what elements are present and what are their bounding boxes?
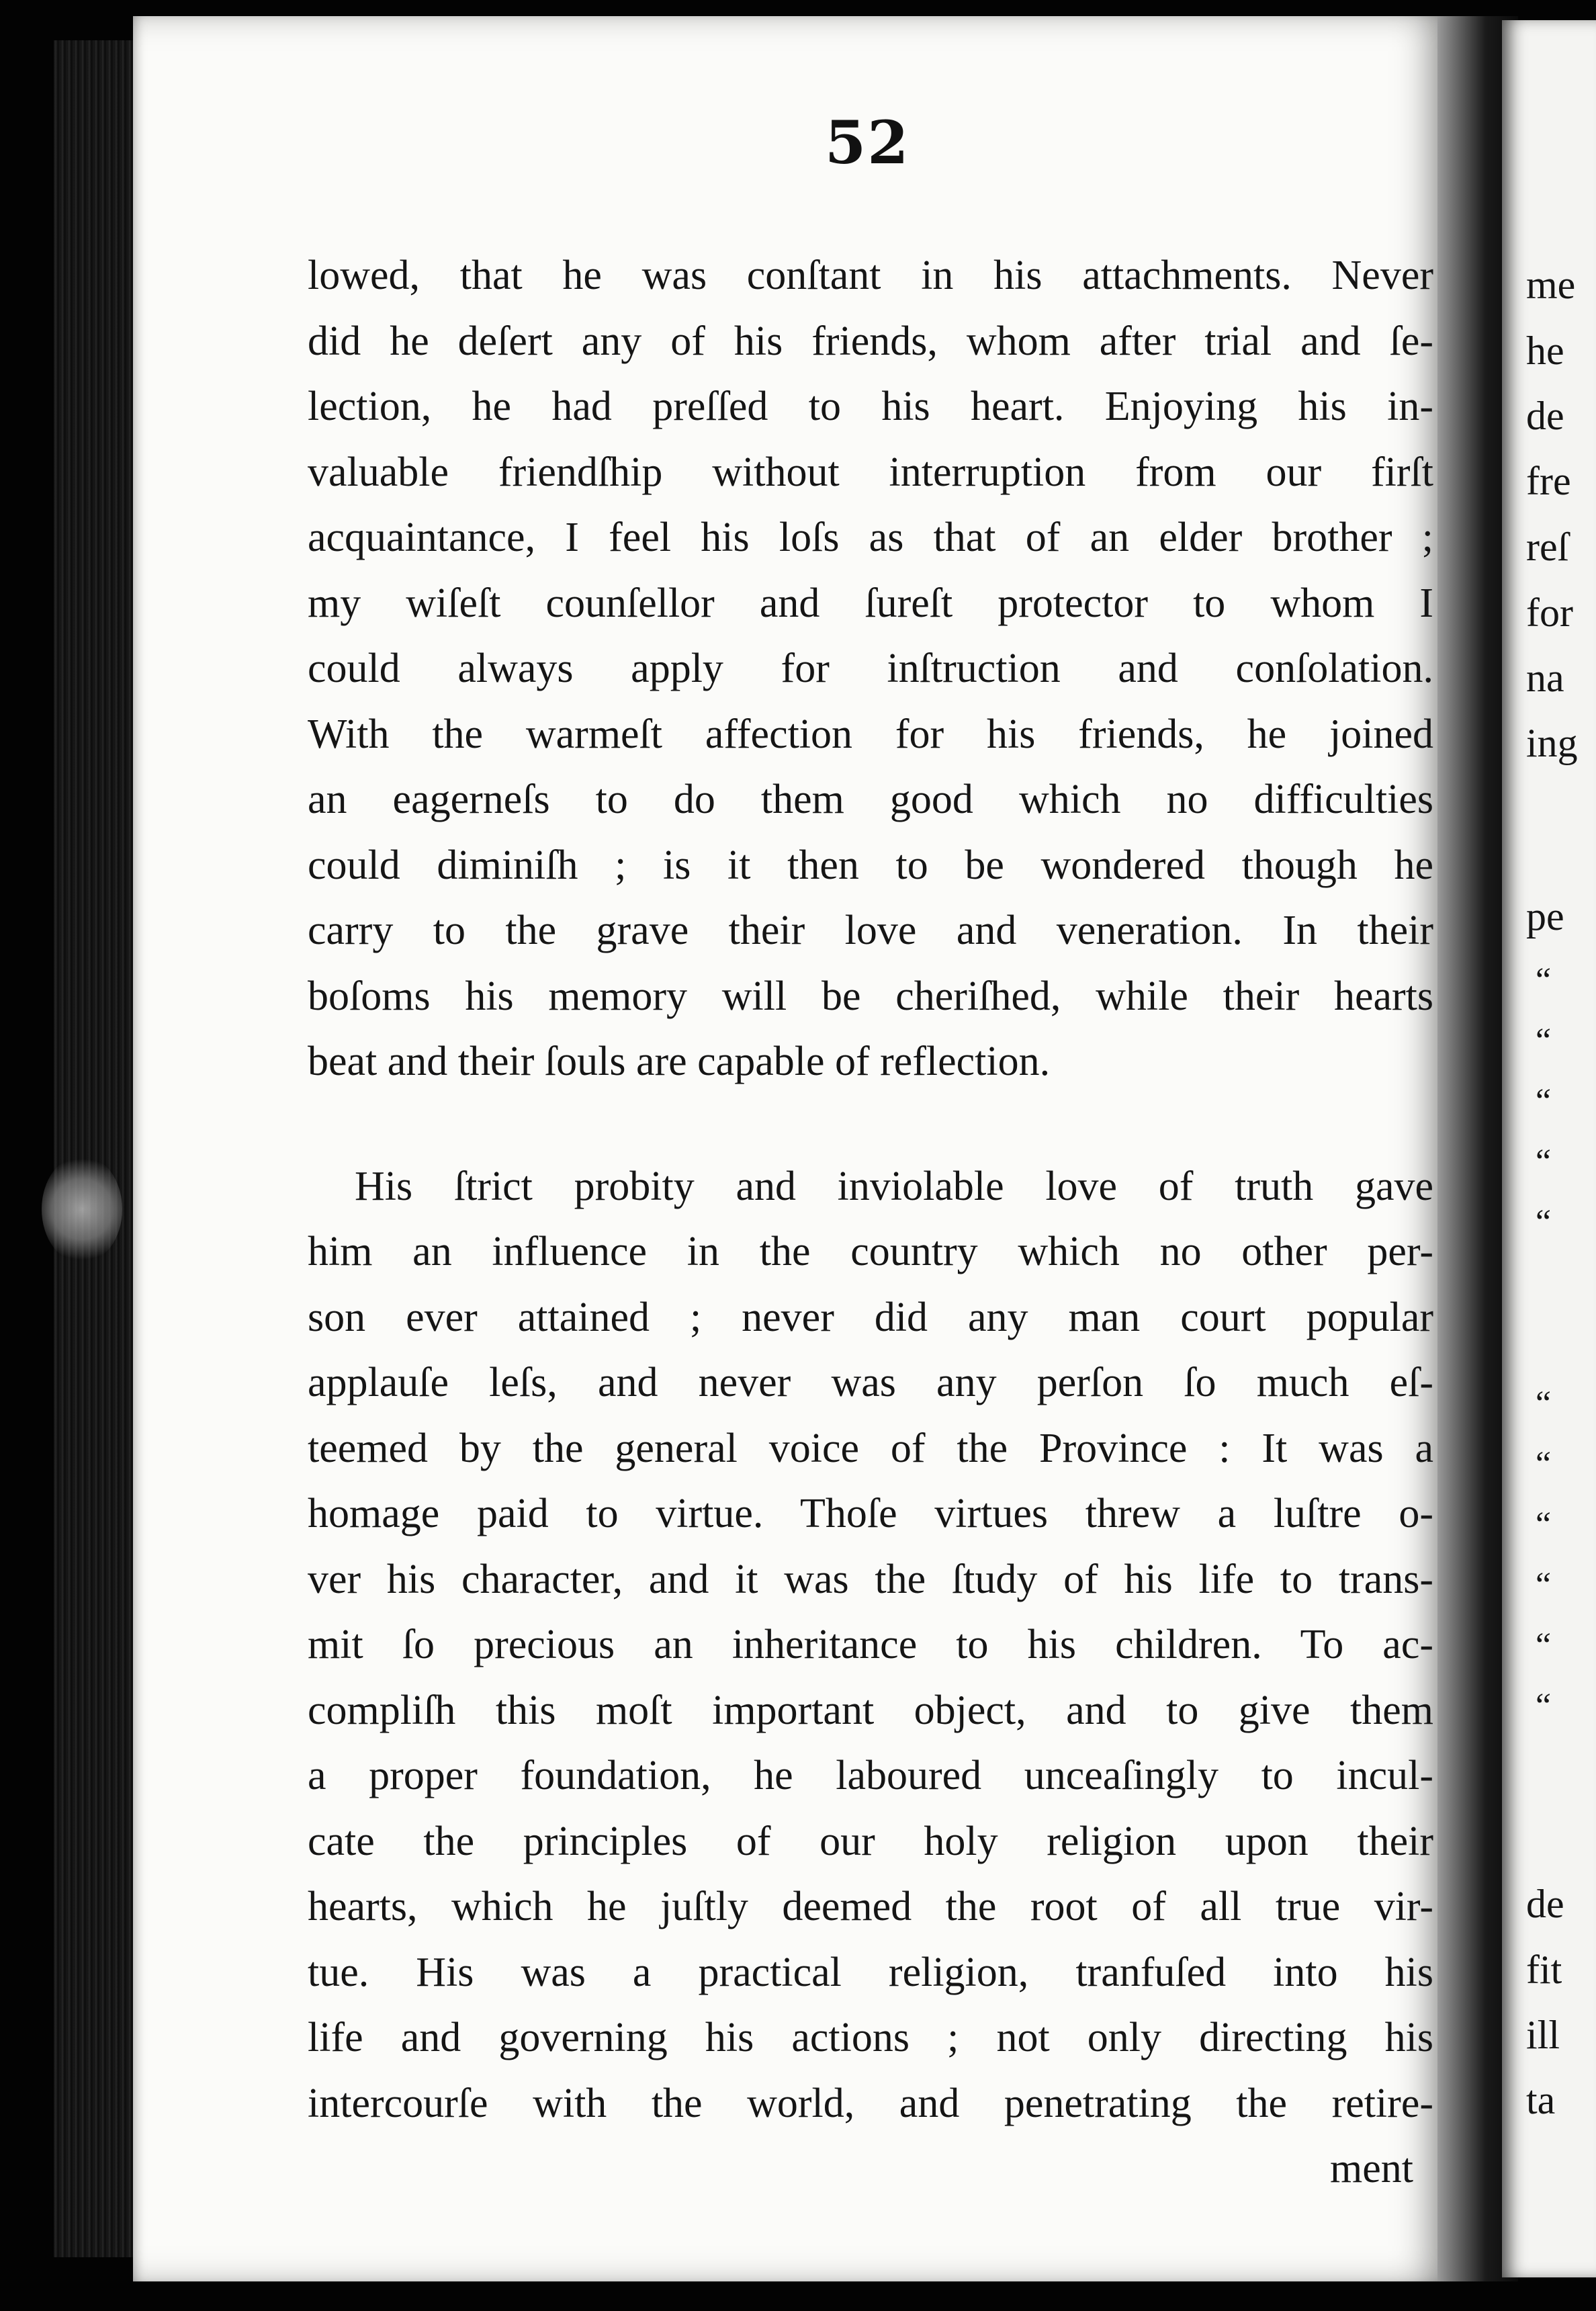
facing-quote-mark: “ [1536,1385,1552,1423]
facing-text-fragment: reſ [1526,525,1569,569]
text-line: valuable friendſhip without interruption from our firſt [308,449,1433,495]
text-line: could diminiſh ; is it then to be wondered though he [308,842,1433,888]
facing-text-fragment: fre [1526,459,1571,503]
facing-quote-mark: “ [1536,1506,1552,1544]
text-line: life and governing his actions ; not only directing his [308,2015,1433,2060]
facing-quote-mark: “ [1536,1022,1552,1060]
facing-text-fragment: for [1526,591,1573,635]
text-line: son ever attained ; never did any man court popular [308,1294,1433,1340]
text-line: lection, he had preſſed to his heart. Enjoying his in- [308,384,1433,429]
text-line: tue. His was a practical religion, tranfuſed into his [308,1949,1433,1995]
page-number: 52 [825,107,910,177]
catchword: ment [1330,2146,1413,2191]
text-line: could always apply for inſtruction and conſolation. [308,646,1433,691]
text-line: compliſh this moſt important object, and to give them [308,1687,1433,1733]
text-line: a proper foundation, he laboured unceaſingly to incul- [308,1753,1433,1798]
text-line: an eagerneſs to do them good which no difficulties [308,777,1433,822]
paper-blemish [42,1156,122,1263]
facing-text-fragment: me [1526,263,1576,307]
facing-text-fragment: de [1526,394,1564,438]
facing-text-fragment: pe [1526,894,1564,939]
text-line: acquaintance, I feel his loſs as that of an elder brother ; [308,515,1433,560]
text-line: intercourſe with the world, and penetrating the retire- [308,2080,1433,2126]
facing-quote-mark: “ [1536,1687,1552,1725]
text-line: cate the principles of our holy religion upon their [308,1818,1433,1864]
facing-quote-mark: “ [1536,1626,1552,1665]
text-line: him an influence in the country which no other per- [308,1229,1433,1274]
facing-text-fragment: de [1526,1882,1564,1926]
text-line: His ſtrict probity and inviolable love of truth gave [355,1163,1433,1209]
text-line: carry to the grave their love and veneration. In their [308,908,1433,953]
paragraph-break [308,1095,1433,1154]
text-line: beat and their ſouls are capable of reflection. [308,1039,1051,1084]
facing-page [1502,20,1596,2277]
text-line: lowed, that he was conſtant in his attachments. Never [308,253,1433,298]
text-line: applauſe leſs, and never was any perſon ſo much eſ- [308,1360,1433,1405]
facing-text-fragment: na [1526,656,1564,700]
facing-text-fragment: ing [1526,721,1578,765]
text-line: homage paid to virtue. Thoſe virtues threw a luſtre o- [308,1491,1433,1536]
text-line: did he deſert any of his friends, whom after trial and ſe- [308,318,1433,364]
facing-quote-mark: “ [1536,1203,1552,1241]
facing-quote-mark: “ [1536,1566,1552,1604]
text-line: hearts, which he juſtly deemed the root of all true vir- [308,1884,1433,1929]
facing-quote-mark: “ [1536,1445,1552,1483]
body-text [308,243,1433,2202]
facing-quote-mark: “ [1536,1082,1552,1121]
facing-text-fragment: fit [1526,1948,1562,1992]
text-line: mit ſo precious an inheritance to his children. To ac- [308,1622,1433,1667]
facing-quote-mark: “ [1536,1143,1552,1181]
facing-text-fragment: ta [1526,2078,1556,2122]
text-line: teemed by the general voice of the Province : It was a [308,1425,1433,1471]
facing-quote-mark: “ [1536,961,1552,1000]
facing-text-fragment: he [1526,329,1564,373]
text-line: boſoms his memory will be cheriſhed, while their hearts [308,973,1433,1019]
book-page-edges [54,40,134,2257]
text-line: my wiſeſt counſellor and ſureſt protector to whom I [308,580,1433,626]
facing-text-fragment: ill [1526,2013,1560,2057]
text-line: With the warmeſt affection for his friends, he joined [308,711,1433,757]
text-line: ver his character, and it was the ſtudy of his life to trans- [308,1556,1433,1602]
